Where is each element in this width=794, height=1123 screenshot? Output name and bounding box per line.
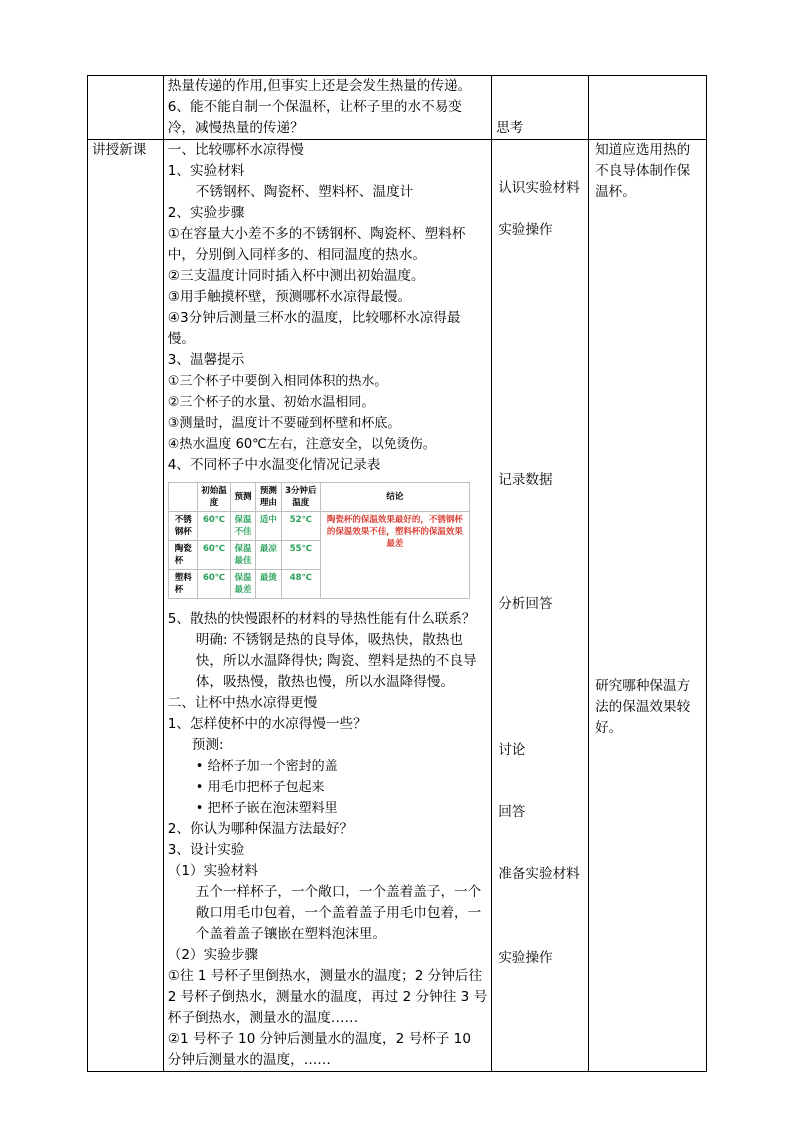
part2-materials: 五个一样杯子，一个敞口，一个盖着盖子，一个敞口用毛巾包着，一个盖着盖子用毛巾包着，一个盖着盖子镶嵌在塑料泡沫里。 <box>195 884 482 942</box>
record-after: 55℃ <box>281 541 320 570</box>
record-header-initial: 初始温度 <box>198 483 231 512</box>
record-initial: 60℃ <box>198 570 231 599</box>
main-content-cell <box>163 140 491 1072</box>
student-activity-cell <box>492 140 589 1072</box>
top-row <box>88 76 707 140</box>
record-prediction: 保温不佳 <box>230 512 255 541</box>
record-cup: 塑料杯 <box>168 570 197 599</box>
answer-5: 明确: 不锈钢是热的良导体，吸热快，散热也快，所以水温降得快; 陶瓷、塑料是热的不良导体，吸热慢，散热也慢，所以水温降得慢。 <box>195 632 477 690</box>
record-header-reason: 预测理由 <box>256 483 281 512</box>
record-conclusion: 陶瓷杯的保温效果最好的，不锈钢杯的保温效果不佳，塑料杯的保温效果最差 <box>320 512 469 599</box>
top-line-2: 6、能不能自制一个保温杯，让杯子里的水不易变冷，减慢热量的传递？ <box>167 99 462 136</box>
record-header-row <box>168 483 469 512</box>
part2-step1: ①往 1 号杯子里倒热水，测量水的温度；2 分钟后往 2 号杯子倒热水，测量水的温度，再过 2 分钟往 3 号杯子倒热水，测量水的温度…… <box>167 968 488 1026</box>
record-initial: 60℃ <box>198 512 231 541</box>
tip-3: ③测量时，温度计不要碰到杯壁和杯底。 <box>167 416 401 431</box>
part2-q3: 3、设计实验 <box>167 842 245 858</box>
record-after: 52℃ <box>281 512 320 541</box>
record-reason: 最凉 <box>256 541 281 570</box>
part2-sub1: （1）实验材料 <box>167 863 258 879</box>
tip-4: ④热水温度 60℃左右，注意安全，以免烫伤。 <box>167 437 436 452</box>
top-line-1: 热量传递的作用,但事实上还是会发生热量的传递。 <box>167 78 472 94</box>
predict-label: 预测: <box>191 737 224 753</box>
record-table <box>168 482 470 599</box>
activity-1: 认识实验材料 <box>498 180 580 196</box>
step-2: ②三支温度计同时插入杯中测出初始温度。 <box>167 268 425 284</box>
activity-5: 讨论 <box>498 742 526 758</box>
predict-bullet: • 把杯子嵌在泡沫塑料里 <box>195 801 338 816</box>
tip-2: ②三个杯子的水量、初始水温相同。 <box>167 395 375 410</box>
activity-2: 实验操作 <box>498 222 553 238</box>
part2-q1: 1、怎样使杯中的水凉得慢一些？ <box>167 716 367 732</box>
part1-title: 一、比较哪杯水凉得慢 <box>167 142 304 158</box>
intent-2: 研究哪种保温方法的保温效果较好。 <box>595 678 691 736</box>
activity-3: 记录数据 <box>498 472 553 488</box>
part2-step2: ②1 号杯子 10 分钟后测量水的温度，2 号杯子 10 分钟后测量水的温度，…… <box>167 1031 471 1068</box>
record-initial: 60℃ <box>198 541 231 570</box>
activity-8: 实验操作 <box>498 950 553 966</box>
record-after: 48℃ <box>281 570 320 599</box>
record-header-empty <box>168 483 197 512</box>
activity-7: 准备实验材料 <box>498 866 580 882</box>
top-content-cell <box>163 76 491 140</box>
predict-bullet: • 给杯子加一个密封的盖 <box>195 759 338 774</box>
section-title: 讲授新课 <box>92 142 147 158</box>
record-header-after: 3分钟后温度 <box>281 483 320 512</box>
top-intent-cell <box>589 76 707 140</box>
record-reason: 适中 <box>256 512 281 541</box>
intent-cell <box>589 140 707 1072</box>
predict-bullet: • 用毛巾把杯子包起来 <box>195 780 325 795</box>
record-header-prediction: 预测 <box>230 483 255 512</box>
part2-q2: 2、你认为哪种保温方法最好？ <box>167 821 354 837</box>
empty-section-cell <box>88 76 164 140</box>
part2-title: 二、让杯中热水凉得更慢 <box>167 695 318 711</box>
tips-title: 3、温馨提示 <box>167 352 245 368</box>
activity-6: 回答 <box>498 804 526 820</box>
question-5: 5、散热的快慢跟杯的材料的导热性能有什么联系？ <box>167 611 476 627</box>
intent-1: 知道应选用热的不良导体制作保温杯。 <box>595 142 691 200</box>
record-title: 4、不同杯子中水温变化情况记录表 <box>167 457 381 473</box>
part2-sub2: （2）实验步骤 <box>167 947 258 963</box>
materials-text: 不锈钢杯、陶瓷杯、塑料杯、温度计 <box>195 184 414 200</box>
record-cup: 陶瓷杯 <box>168 541 197 570</box>
record-header-conclusion: 结论 <box>320 483 469 512</box>
materials-title: 1、实验材料 <box>167 163 245 179</box>
record-prediction: 保温最差 <box>230 570 255 599</box>
lesson-plan-table <box>87 75 707 1072</box>
steps-title: 2、实验步骤 <box>167 205 245 221</box>
main-row <box>88 140 707 1072</box>
record-prediction: 保温最佳 <box>230 541 255 570</box>
student-think: 思考 <box>496 120 524 136</box>
activity-4: 分析回答 <box>498 596 553 612</box>
step-3: ③用手触摸杯壁，预测哪杯水凉得最慢。 <box>167 289 412 305</box>
step-4: ④3分钟后测量三杯水的温度，比较哪杯水凉得最慢。 <box>167 310 461 347</box>
record-cup: 不锈钢杯 <box>168 512 197 541</box>
record-reason: 最烫 <box>256 570 281 599</box>
step-1: ①在容量大小差不多的不锈钢杯、陶瓷杯、塑料杯中，分别倒入同样多的、相同温度的热水。 <box>167 226 466 263</box>
tip-1: ①三个杯子中要倒入相同体积的热水。 <box>167 374 388 389</box>
section-cell <box>88 140 164 1072</box>
top-student-cell <box>492 76 589 140</box>
record-row <box>168 512 469 541</box>
